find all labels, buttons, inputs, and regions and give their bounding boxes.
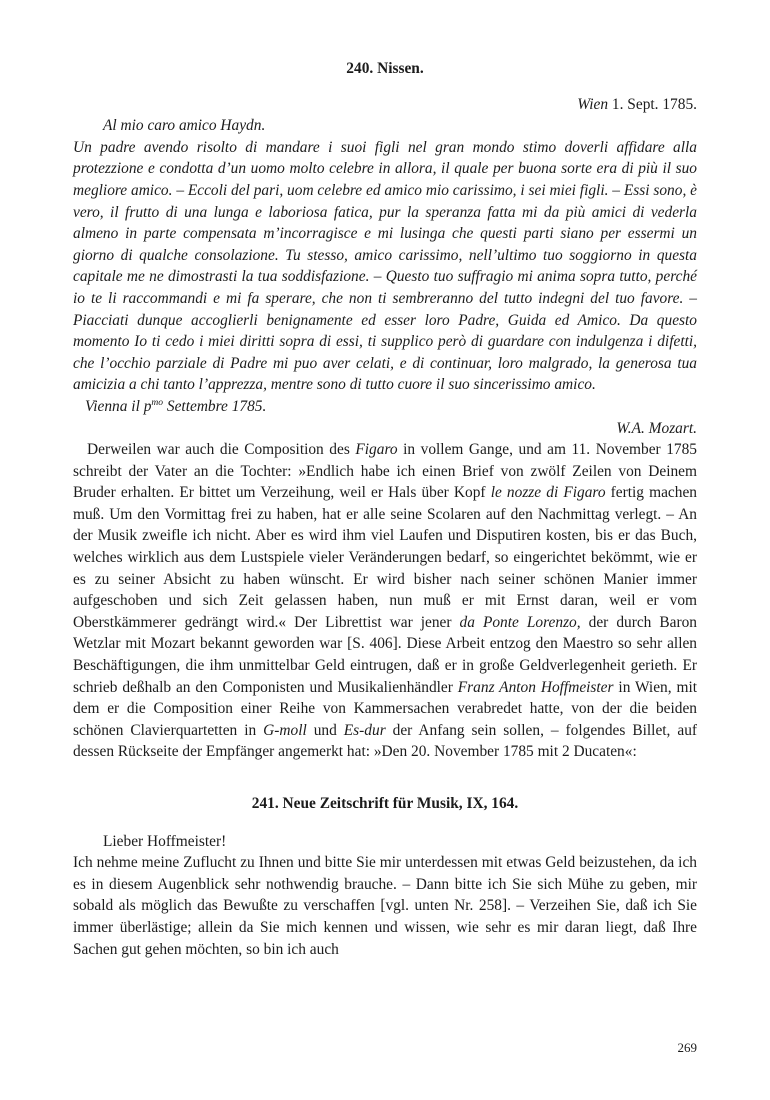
text-segment: Franz Anton Hoffmeister <box>457 678 614 696</box>
narrative-paragraph <box>73 439 697 763</box>
text-segment: Lieber Hoffmeister! <box>103 832 227 850</box>
text-segment: und <box>306 721 344 739</box>
text-segment: der durch Baron Wetzlar mit Mozart bekannt geworden war [S. 406]. Diese Arbeit entzog den Maestro so sehr allen Beschäftigungen, die ihm unmittelbar Geld eintrugen, daß er in große Geldverlegenheit gerieth. Er schrieb deßhalb an den Componisten und Musikalienhändler <box>73 613 697 696</box>
text-segment: in Wien, mit dem er die Composition einer Reihe von Kammersachen verabredet hatte, von der die beiden schönen Clavierquartetten in <box>73 678 697 739</box>
page-number: 269 <box>677 1040 697 1055</box>
letter-italian-body <box>73 137 697 396</box>
text-segment: 241. Neue Zeitschrift für Musik, IX, 164. <box>251 795 519 812</box>
salutation-hoffmeister <box>73 831 697 853</box>
letter-hoffmeister-body <box>73 852 697 960</box>
text-segment: Wien <box>577 95 609 113</box>
text-segment: Vienna il p <box>85 397 152 415</box>
text-segment: Al mio caro amico Haydn. <box>103 117 266 135</box>
text-segment: da Ponte Lorenzo, <box>459 613 581 631</box>
text-segment: W.A. Mozart. <box>616 419 697 437</box>
text-segment: 1. Sept. 1785. <box>608 95 697 113</box>
text-segment: Un padre avendo risolto di mandare i suoi figli nel gran mondo stimo doverli affidare alla protezzione e condotta d’un uomo molto celebre in allora, il quale per buona sorte era di più il suo megliore amico. – Eccoli del pari, uom celebre ed amico mio carissimo, i sei miei figli. – Essi sono, è vero, il frutto di una lunga e laboriosa fatica, pur la speranza fatta mi da più amici di vederla almeno in parte compensata m’incorragisce e mi lusinga che questi parti siano per essermi un giorno di qualche consolazione. Tu stesso, amico carissimo, nell’ultimo tuo soggiorno in questa capitale me ne dimostrasti la tua soddisfazione. – Questo tuo suffragio mi anima sopra tutto, perché io te li raccommandi e mi fa sperare, che non ti sembreranno del tutto indegni del tuo favore. – Piacciati dunque accoglierli benignamente ed esser loro Padre, Guida ed Amico. Da questo momento Io ti cedo i miei diritti sopra di essi, ti supplico però di guardare con indulgenza i difetti, che l’occhio parziale di Padre mi puo aver celati, e di continuar, loro malgrado, la generosa tua amicizia a chi tanto l’apprezza, mentre sono di tutto cuore il suo sincerissimo amico. <box>73 138 697 394</box>
text-segment: le nozze di Figaro <box>490 484 606 502</box>
closing-line <box>73 396 697 418</box>
text-segment: mo <box>151 396 164 408</box>
section-heading-241 <box>73 793 697 815</box>
text-column <box>73 58 697 960</box>
text-segment: in vollem Gange, und am 11. November 1785 schreibt der Vater an die Tochter: »Endlich habe ich einen Brief von zwölf Zeilen von Deinem Bruder erhalten. Er bittet um Verzeihung, weil er Hals über Kopf <box>73 441 697 502</box>
text-segment: fertig machen muß. Um den Vormittag frei zu haben, hat er alle seine Scolaren auf den Nachmittag verlegt. – An der Musik zweifle ich nicht. Aber es wird ihm viel Laufen und Disputiren kosten, bis er das Buch, welches wirklich aus dem Lustspiele vieler Veränderungen bedarf, so eingerichtet bekömmt, wie er es zu seiner Absicht zu haben wünscht. Er wird bisher nach seiner schönen Manier immer aufgeschoben und sich Zeit gelassen haben, nun muß er mit Ernst daran, weil er vom Oberstkämmerer gedrängt wird.« Der Librettist war jener <box>73 484 697 631</box>
text-segment: Derweilen war auch die Composition des <box>87 441 356 459</box>
text-segment: Settembre 1785. <box>163 397 267 415</box>
text-segment: Ich nehme meine Zuflucht zu Ihnen und bitte Sie mir unterdessen mit etwas Geld beizustehen, da ich es in diesem Augenblick sehr nothwendig brauche. – Dann bitte ich Sie sich Mühe zu geben, mir sobald als möglich das Bewußte zu verschaffen [vgl. unten Nr. 258]. – Verzeihen Sie, daß ich Sie immer überlästige; allein da Sie mich kennen und wissen, wie sehr es mir daran liegt, daß Ihre Sachen gut gehen möchten, so bin ich auch <box>73 854 697 958</box>
dateline <box>73 94 697 116</box>
text-segment: Figaro <box>355 441 398 459</box>
text-segment: der Anfang sein sollen, – folgendes Billet, auf dessen Rückseite der Empfänger angemerkt hat: »Den 20. November 1785 mit 2 Ducaten«: <box>73 721 698 761</box>
text-segment: 240. Nissen. <box>346 60 424 77</box>
signature <box>73 418 697 440</box>
salutation-haydn <box>73 115 697 137</box>
section-heading-240 <box>73 58 697 80</box>
text-segment: G-moll <box>263 721 307 739</box>
text-segment: Es-dur <box>343 721 386 739</box>
